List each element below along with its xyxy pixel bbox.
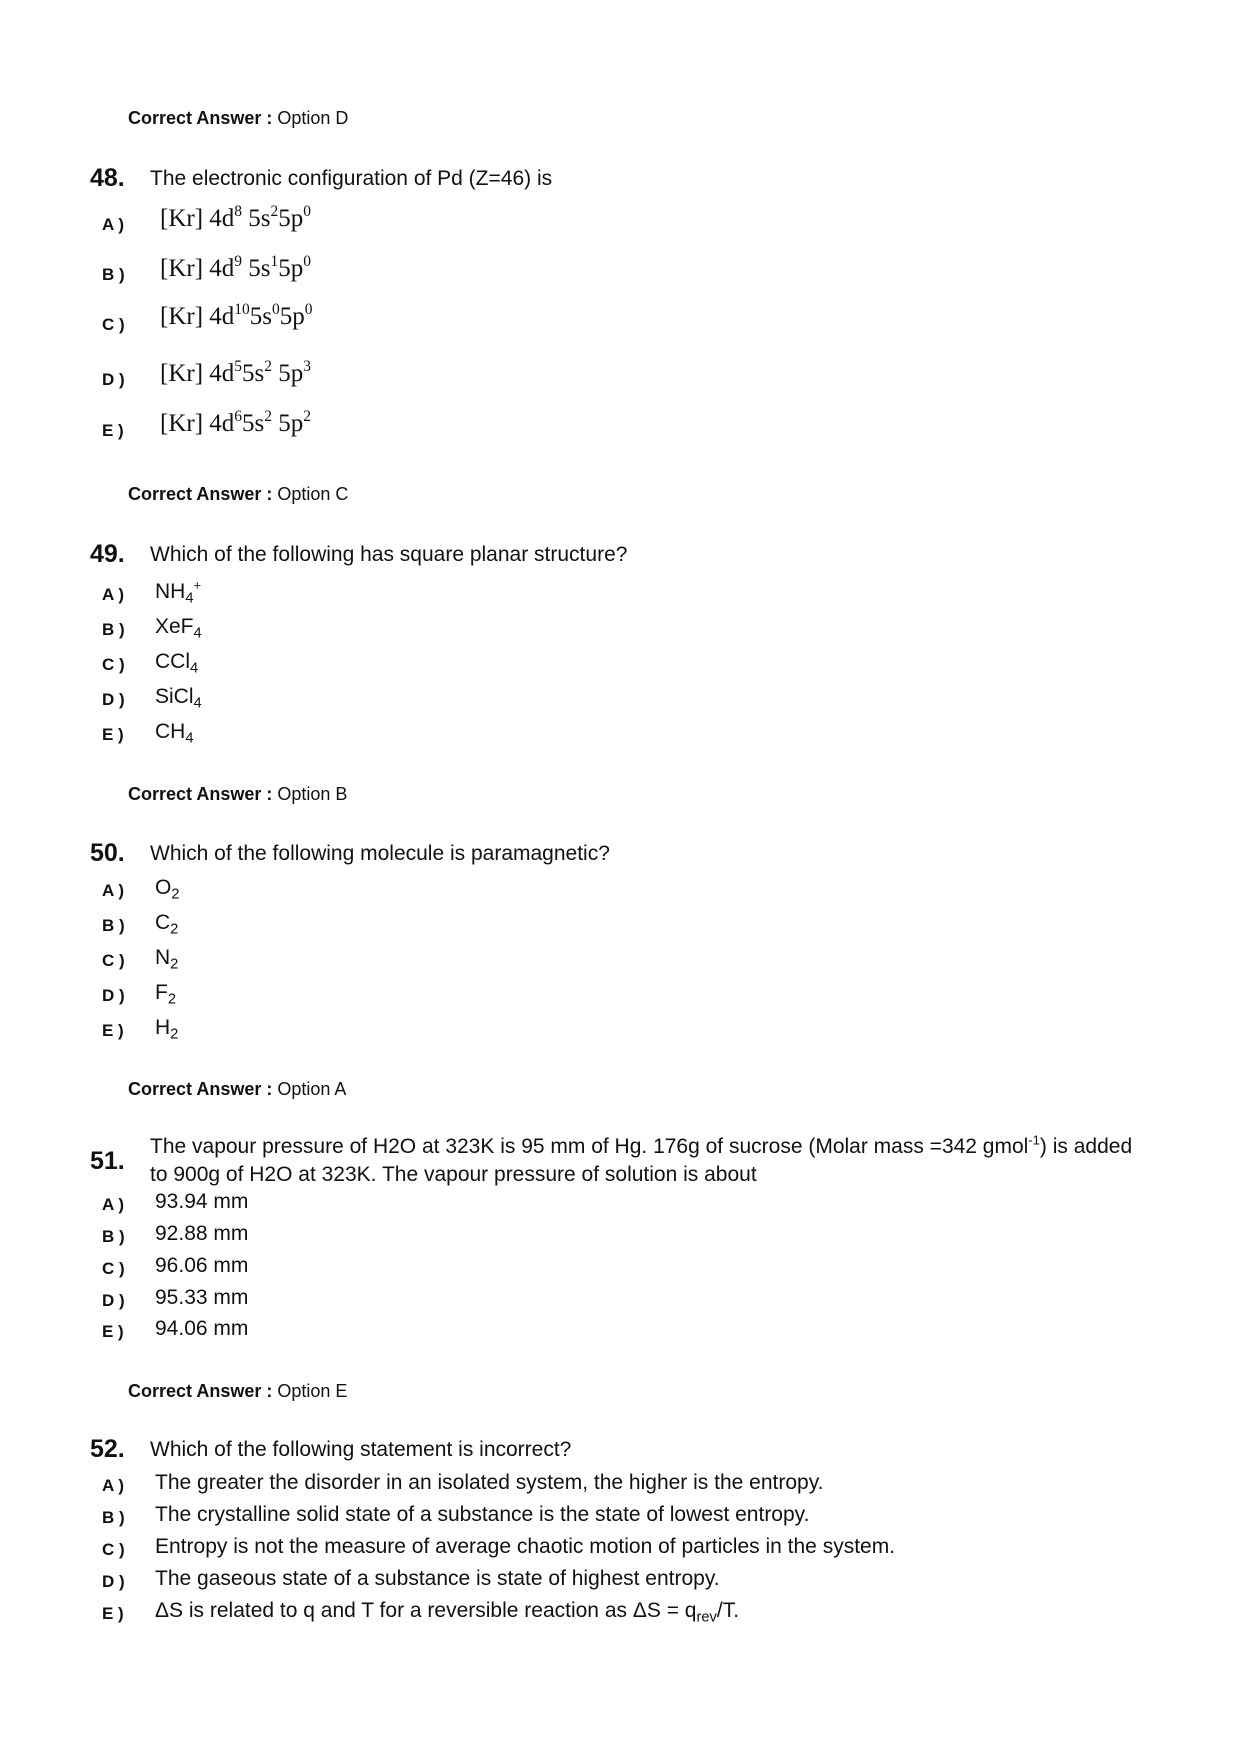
question-number-51: 51.	[90, 1147, 125, 1175]
option-50-a: $O_2$	[155, 876, 180, 903]
option-label-50-a: A )	[102, 881, 125, 900]
option-label-49-c: C )	[102, 655, 125, 674]
option-50-e: $H_2$	[155, 1016, 179, 1043]
option-48-c: [Kr] $4d^{10}5s^05p^0$	[160, 300, 313, 330]
option-51-e: 94.06 mm	[155, 1317, 249, 1340]
option-50-d: $F_2$	[155, 981, 176, 1008]
option-label-52-e: E )	[102, 1604, 124, 1623]
question-text-52: Which of the following statement is incorrect?	[150, 1438, 572, 1461]
option-52-d: The gaseous state of a substance is state of highest entropy.	[155, 1567, 720, 1590]
option-48-d: [Kr] $4d^55s^2$ $5p^3$	[160, 357, 312, 387]
option-label-50-c: C )	[102, 951, 125, 970]
option-label-48-a: A )	[102, 215, 125, 234]
option-49-e: $CH_4$	[155, 720, 194, 747]
option-49-d: SiCl$_4$	[155, 685, 202, 712]
option-51-b: 92.88 mm	[155, 1222, 249, 1245]
option-label-48-d: D )	[102, 370, 125, 389]
question-number-50: 50.	[90, 839, 125, 867]
option-52-b: The crystalline solid state of a substance is the state of lowest entropy.	[155, 1503, 810, 1526]
option-label-52-c: C )	[102, 1540, 125, 1559]
option-50-c: $N_2$	[155, 946, 179, 973]
question-text-51: The vapour pressure of H2O at 323K is 95 mm of Hg. 176g of sucrose (Molar mass =342 gmol$^{-1}$) is added to 900g of H2O at 323K. The vapour pressure of solution is about	[150, 1132, 1133, 1186]
option-51-d: 95.33 mm	[155, 1286, 249, 1309]
question-number-49: 49.	[90, 540, 125, 568]
option-label-51-e: E )	[102, 1322, 124, 1341]
correct-answer-48: Correct Answer : Option C	[128, 484, 349, 504]
option-label-51-c: C )	[102, 1259, 125, 1278]
option-48-b: [Kr] $4d^9$ $5s^15p^0$	[160, 252, 312, 282]
option-label-50-b: B )	[102, 916, 125, 935]
option-label-50-e: E )	[102, 1021, 124, 1040]
option-49-a: $NH_4^+$	[155, 577, 202, 607]
option-label-52-d: D )	[102, 1572, 125, 1591]
option-50-b: $C_2$	[155, 911, 179, 938]
option-label-49-e: E )	[102, 725, 124, 744]
option-label-48-e: E )	[102, 421, 124, 440]
option-52-c: Entropy is not the measure of average chaotic motion of particles in the system.	[155, 1535, 896, 1558]
option-49-c: CCl$_4$	[155, 650, 199, 677]
option-label-49-a: A )	[102, 585, 125, 604]
option-label-49-d: D )	[102, 690, 125, 709]
option-label-51-d: D )	[102, 1291, 125, 1310]
option-label-52-b: B )	[102, 1508, 125, 1527]
option-label-48-b: B )	[102, 265, 125, 284]
option-52-a: The greater the disorder in an isolated system, the higher is the entropy.	[155, 1471, 824, 1494]
option-label-48-c: C )	[102, 315, 125, 334]
option-label-51-b: B )	[102, 1227, 125, 1246]
question-text-49: Which of the following has square planar structure?	[150, 543, 628, 566]
option-label-50-d: D )	[102, 986, 125, 1005]
question-text-48: The electronic configuration of Pd (Z=46) is	[150, 167, 553, 190]
option-51-a: 93.94 mm	[155, 1190, 249, 1213]
option-label-51-a: A )	[102, 1195, 125, 1214]
option-49-b: XeF$_4$	[155, 615, 202, 642]
correct-answer-49: Correct Answer : Option B	[128, 784, 348, 804]
question-number-52: 52.	[90, 1435, 125, 1463]
option-51-c: 96.06 mm	[155, 1254, 249, 1277]
correct-answer-prev: Correct Answer : Option D	[128, 108, 349, 128]
correct-answer-51: Correct Answer : Option E	[128, 1381, 348, 1401]
option-label-49-b: B )	[102, 620, 125, 639]
option-52-e: ΔS is related to q and T for a reversible reaction as $\Delta S = q_{rev}/T$.	[155, 1599, 740, 1626]
question-number-48: 48.	[90, 164, 125, 192]
correct-answer-50: Correct Answer : Option A	[128, 1079, 347, 1099]
option-label-52-a: A )	[102, 1476, 125, 1495]
option-48-e: [Kr] $4d^65s^2$ $5p^2$	[160, 407, 312, 437]
question-text-50: Which of the following molecule is paramagnetic?	[150, 842, 610, 865]
option-48-a: [Kr] $4d^8$ $5s^25p^0$	[160, 202, 312, 232]
